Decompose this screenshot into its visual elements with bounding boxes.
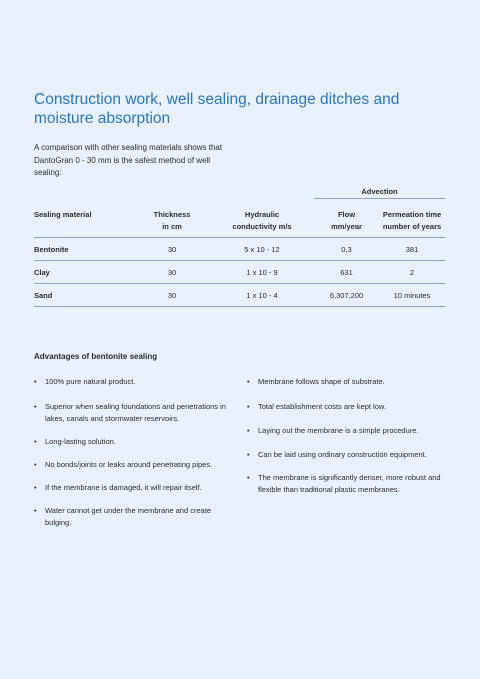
table-group-header-row bbox=[34, 184, 445, 199]
cell-permeation: 10 minutes bbox=[379, 284, 445, 307]
advantages-heading: Advantages of bentonite sealing bbox=[34, 352, 158, 361]
cell-conductivity: 5 x 10 - 12 bbox=[210, 238, 314, 261]
cell-flow: 631 bbox=[314, 261, 379, 284]
advantages-list-right bbox=[247, 376, 452, 496]
list-item: • Superior when sealing foundations and penetrations in lakes, canals and stormwater reservoirs. bbox=[34, 401, 234, 425]
table-row bbox=[34, 284, 445, 307]
list-item: • The membrane is significantly denser, more robust and flexible than traditional plastic membranes. bbox=[247, 472, 452, 496]
cell-material: Bentonite bbox=[34, 238, 134, 261]
list-item: • Long-lasting solution. bbox=[34, 436, 234, 448]
header-permeation: Permeation time number of years bbox=[379, 199, 445, 238]
advection-header: Advection bbox=[314, 184, 445, 199]
list-item: • No bonds/joints or leaks around penetrating pipes. bbox=[34, 459, 234, 471]
header-flow: Flow mm/year bbox=[314, 199, 379, 238]
cell-thickness: 30 bbox=[134, 238, 210, 261]
header-conductivity: Hydraulic conductivity m/s bbox=[210, 199, 314, 238]
cell-permeation: 2 bbox=[379, 261, 445, 284]
cell-conductivity: 1 x 10 - 9 bbox=[210, 261, 314, 284]
cell-conductivity: 1 x 10 - 4 bbox=[210, 284, 314, 307]
header-material: Sealing material bbox=[34, 199, 134, 238]
list-item: • Can be laid using ordinary construction equipment. bbox=[247, 449, 452, 461]
list-item: • If the membrane is damaged, it will repair itself. bbox=[34, 482, 234, 494]
cell-material: Sand bbox=[34, 284, 134, 307]
page-title: Construction work, well sealing, drainage ditches and moisture absorption bbox=[34, 91, 400, 127]
table-row bbox=[34, 238, 445, 261]
cell-permeation: 381 bbox=[379, 238, 445, 261]
intro-text: A comparison with other sealing materials shows that DantoGran 0 - 30 mm is the safest method of well sealing: bbox=[34, 143, 223, 177]
cell-material: Clay bbox=[34, 261, 134, 284]
list-item: • 100% pure natural product. bbox=[34, 376, 234, 388]
advantages-list-left bbox=[34, 376, 234, 529]
list-item: • Membrane follows shape of substrate. bbox=[247, 376, 452, 388]
comparison-table bbox=[34, 184, 445, 307]
table-row bbox=[34, 261, 445, 284]
list-item: • Water cannot get under the membrane and create bulging. bbox=[34, 505, 234, 529]
cell-thickness: 30 bbox=[134, 261, 210, 284]
table-header-row bbox=[34, 199, 445, 238]
header-thickness: Thickness in cm bbox=[134, 199, 210, 238]
cell-thickness: 30 bbox=[134, 284, 210, 307]
cell-flow: 6,307,200 bbox=[314, 284, 379, 307]
list-item: • Total establishment costs are kept low. bbox=[247, 401, 452, 413]
list-item: • Laying out the membrane is a simple procedure. bbox=[247, 425, 452, 437]
cell-flow: 0,3 bbox=[314, 238, 379, 261]
